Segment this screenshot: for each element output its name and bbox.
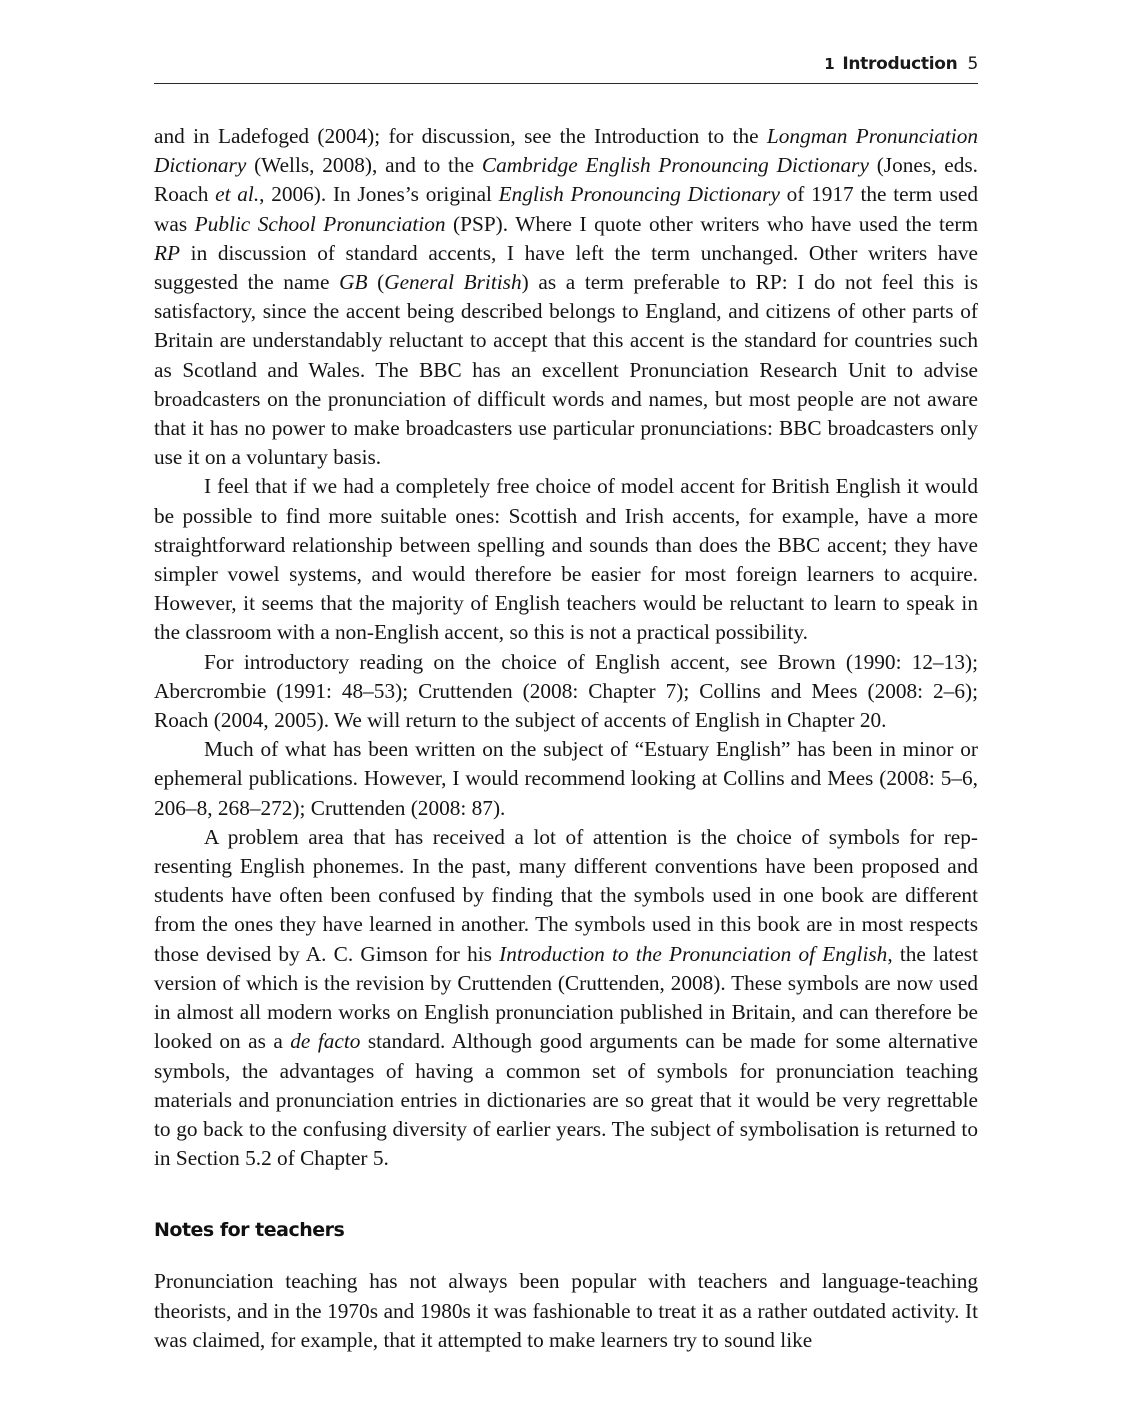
text-run: Much of what has been written on the subject of “Estuary English” has been in minor or ephemeral publications. However, I would recommend looking at Collins and Mees (2008: 5–6, 206–8, 268–272); Cruttenden (2008: 87). — [154, 737, 978, 820]
text-run: ( — [367, 270, 385, 295]
text-run: of 1917 the term used was — [154, 182, 978, 236]
header-rule — [154, 83, 978, 84]
text-run: Pronunciation teaching has not always been popular with teachers and language-teaching theorists, and in the 1970s and 1980s it was fashionable to treat it as a rather outdated activity. It was claimed, for example, that it attempted to make learners try to sound like — [154, 1269, 978, 1352]
section-paragraph — [154, 1267, 978, 1355]
text-run: A problem area that has received a lot of attention is the choice of symbols for representing English phonemes. In the past, many different conventions have been proposed and students have often been confused by finding that the symbols used in one book are different from the ones they have learned in another. The symbols used in this book are in most respects those devised by A. C. Gimson for his — [154, 824, 978, 966]
italic-text: RP — [154, 240, 181, 265]
running-header — [154, 52, 978, 84]
text-run: I feel that if we had a completely free choice of model accent for British English it would be possible to find more suitable ones: Scottish and Irish accents, for example, have a more straightforward relationship between spelling and sounds than does the BBC accent; they have simpler vowel systems, and would therefore be easier for most foreign learners to acquire. However, it seems that the majority of English teachers would be reluctant to learn to speak in the classroom with a non-English accent, so this is not a practical possibility. — [154, 474, 978, 645]
italic-text: Cambridge English Pronouncing Dictionary — [481, 153, 869, 178]
text-run: in discussion of standard accents, I have left the term unchanged. Other writers have suggested the name — [154, 240, 978, 295]
italic-text: de facto — [290, 1029, 361, 1054]
italic-text: Longman Pronunciation Dictionary — [154, 124, 978, 178]
page-number: 5 — [967, 54, 978, 74]
text-run: For introductory reading on the choice of English accent, see Brown (1990: 12–13); Abercrombie (1991: 48–53); Cruttenden (2008: Chapter 7); Collins and Mees (2008: 2–6); Roach (2004, 2005). We will return to the subject of accents of English in Chapter 20. — [154, 649, 978, 733]
italic-text: et al. — [215, 182, 260, 207]
text-run: and in Ladefoged (2004); for discussion, see the Introduction to the — [154, 124, 767, 148]
page-body — [154, 122, 978, 1355]
paragraph-5 — [154, 823, 978, 1173]
section-heading: Notes for teachers — [154, 1219, 345, 1242]
paragraph-2 — [154, 472, 978, 647]
italic-text: General British — [384, 270, 522, 295]
paragraph-1 — [154, 122, 978, 472]
paragraph-3 — [154, 648, 978, 736]
header-text — [824, 54, 978, 74]
text-run: (Jones, eds. Roach — [154, 153, 978, 207]
text-run: (Wells, 2008), and to the — [246, 153, 482, 178]
text-run: ) as a term preferable to RP: I do not feel this is satisfactory, since the accent being described belongs to England, and citizens of other parts of Britain are understandably reluctant to accept that this accent is the standard for countries such as Scotland and Wales. The BBC has an excellent Pronunciation Research Unit to advise broadcasters on the pronunciation of difficult words and names, but most people are not aware that it has no power to make broadcasters use particular pronunciations: BBC broadcasters only use it on a voluntary basis. — [154, 270, 978, 470]
text-run: , the latest version of which is the revision by Cruttenden (Cruttenden, 2008). These symbols are now used in almost all modern works on English pronunciation published in Britain, and can therefore be looked on as a — [154, 941, 979, 1054]
paragraph-4 — [154, 735, 978, 823]
text-run: (PSP). Where I quote other writers who have used the term — [445, 211, 979, 236]
italic-text: Public School Pronunciation — [194, 211, 446, 236]
text-run: , 2006). In Jones’s original — [259, 182, 499, 207]
italic-text: GB — [339, 270, 368, 295]
text-run: standard. Although good arguments can be made for some alternative symbols, the advantages of having a common set of symbols for pronunciation teaching materials and pronunciation entries in dictionaries are so great that it would be very regrettable to go back to the confusing diversity of earlier years. The subject of symbolisation is returned to in Section 5.2 of Chapter 5. — [154, 1029, 978, 1171]
italic-text: English Pronouncing Dictionary — [498, 182, 780, 207]
italic-text: Introduction to the Pronunciation of English — [499, 941, 888, 966]
chapter-title: Introduction — [842, 54, 958, 74]
chapter-number: 1 — [824, 55, 835, 73]
